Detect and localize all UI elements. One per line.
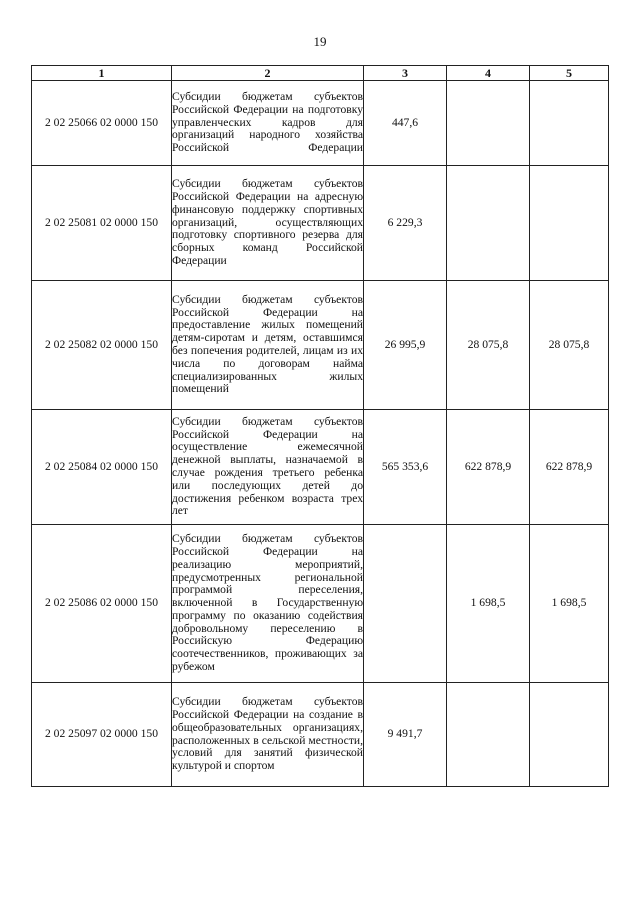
amount-col5: 1 698,5 [530,525,609,683]
amount-col5 [530,683,609,787]
amount-col5: 28 075,8 [530,281,609,410]
amount-col3: 26 995,9 [364,281,447,410]
budget-code: 2 02 25082 02 0000 150 [32,281,172,410]
amount-col5 [530,81,609,166]
column-header-2: 2 [172,66,364,81]
budget-code: 2 02 25097 02 0000 150 [32,683,172,787]
amount-col4 [447,81,530,166]
subsidy-description: Субсидии бюджетам субъектов Российской Федерации на создание в общеобразовательных организациях, расположенных в сельской местности, условий для занятий физической культурой и спортом [172,683,364,787]
column-header-4: 4 [447,66,530,81]
column-header-3: 3 [364,66,447,81]
amount-col4 [447,166,530,281]
subsidy-description: Субсидии бюджетам субъектов Российской Федерации на реализацию мероприятий, предусмотренных региональной программой переселения, включенной в Государственную программу по оказанию содействия добровольному переселению в Российскую Федерацию соотечественников, проживающих за рубежом [172,525,364,683]
budget-code: 2 02 25086 02 0000 150 [32,525,172,683]
subsidy-description: Субсидии бюджетам субъектов Российской Федерации на осуществление ежемесячной денежной выплаты, назначаемой в случае рождения третьего ребенка или последующих детей до достижения ребенком возраста трех лет [172,410,364,525]
subsidy-description: Субсидии бюджетам субъектов Российской Федерации на подготовку управленческих кадров для организаций народного хозяйства Российской Федерации [172,81,364,166]
amount-col3: 9 491,7 [364,683,447,787]
amount-col5: 622 878,9 [530,410,609,525]
table-row [32,525,609,683]
table-row [32,410,609,525]
budget-code: 2 02 25066 02 0000 150 [32,81,172,166]
table-row [32,166,609,281]
budget-table [31,65,609,787]
table-row [32,683,609,787]
subsidy-description: Субсидии бюджетам субъектов Российской Федерации на предоставление жилых помещений детям-сиротам и детям, оставшимся без попечения родителей, лицам из их числа по договорам найма специализированных жилых помещений [172,281,364,410]
column-header-5: 5 [530,66,609,81]
amount-col4: 622 878,9 [447,410,530,525]
subsidy-description: Субсидии бюджетам субъектов Российской Федерации на адресную финансовую поддержку спортивных организаций, осуществляющих подготовку спортивного резерва для сборных команд Российской Федерации [172,166,364,281]
amount-col5 [530,166,609,281]
budget-code: 2 02 25084 02 0000 150 [32,410,172,525]
amount-col4: 28 075,8 [447,281,530,410]
budget-code: 2 02 25081 02 0000 150 [32,166,172,281]
page-number: 19 [313,34,327,49]
table-row [32,81,609,166]
amount-col4: 1 698,5 [447,525,530,683]
amount-col4 [447,683,530,787]
amount-col3: 6 229,3 [364,166,447,281]
table-row [32,281,609,410]
column-header-1: 1 [32,66,172,81]
amount-col3: 447,6 [364,81,447,166]
amount-col3: 565 353,6 [364,410,447,525]
amount-col3 [364,525,447,683]
header-row [32,66,609,81]
